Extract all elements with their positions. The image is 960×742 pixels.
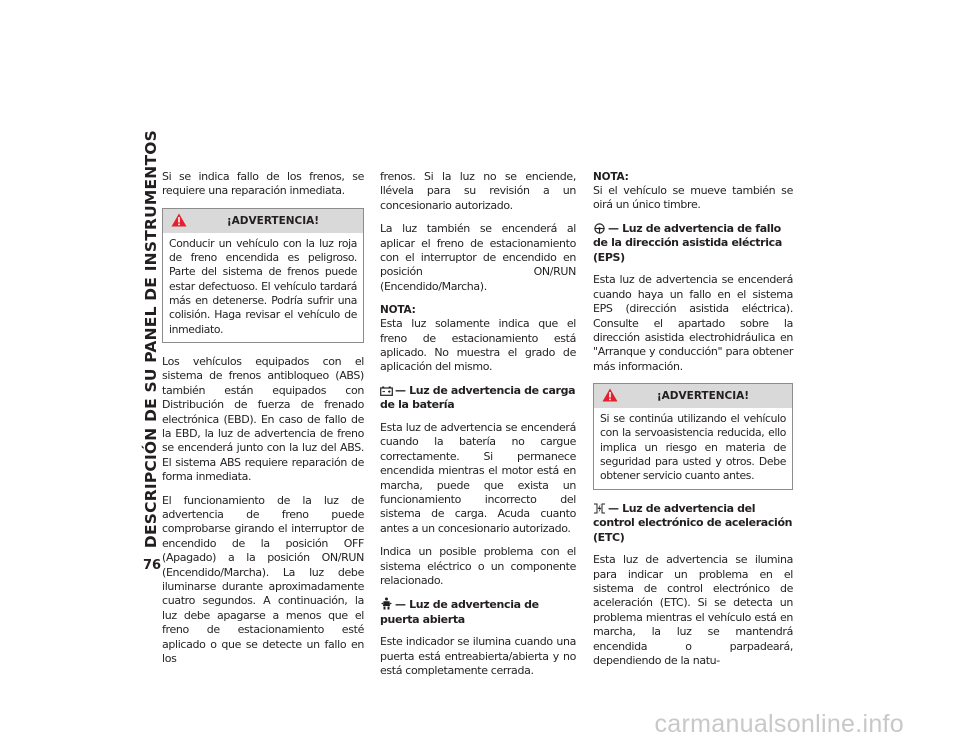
warning-text: Conducir un vehículo con la luz roja de freno encendida es peligroso. Parte del sistema de frenos puede estar defectuoso. El vehículo tardará más en detenerse. Podría sufrir una colisión. Haga revisar el vehículo de inmediato. xyxy=(169,236,357,336)
door-open-icon xyxy=(380,597,393,610)
battery-icon xyxy=(380,386,393,396)
heading-text: — Luz de advertencia de puerta abierta xyxy=(380,598,539,626)
paragraph: frenos. Si la luz no se enciende, llévela para su revisión a un concesionario autorizado. xyxy=(380,170,576,212)
note-title: NOTA: xyxy=(380,304,416,317)
steering-wheel-icon xyxy=(593,223,606,234)
chapter-sidebar xyxy=(140,129,162,549)
watermark: carmanualsonline.info xyxy=(654,710,904,738)
heading-text: — Luz de advertencia de fallo de la dirección asistida eléctrica (EPS) xyxy=(593,221,782,264)
column-1 xyxy=(162,170,364,675)
paragraph: Esta luz de advertencia se ilumina para indicar un problema en el sistema de control electrónico de aceleración (ETC). Si se detecta un problema mientras el vehículo está en marcha, la luz se mantendrá encendida o parpadeará, dependiendo de la natu- xyxy=(593,553,793,667)
section-heading-etc xyxy=(593,502,793,546)
warning-triangle-icon xyxy=(171,213,187,227)
paragraph: Si se indica fallo de los frenos, se requiere una reparación inmediata. xyxy=(162,170,364,198)
section-heading-door xyxy=(380,597,576,627)
paragraph: Este indicador se ilumina cuando una puerta está entreabierta/abierta y no está completamente cerrada. xyxy=(380,635,576,678)
warning-header xyxy=(594,384,792,408)
paragraph: Esta luz de advertencia se encenderá cuando haya un fallo en el sistema EPS (dirección asistida eléctrica). Consulte el apartado sobre la dirección asistida electrohidráulica en "Arranque y conducción" para obtener más información. xyxy=(593,273,793,373)
paragraph: El funcionamiento de la luz de advertencia de freno puede comprobarse girando el interruptor de encendido de la posición OFF (Apagado) a la posición ON/RUN (Encendido/Marcha). La luz debe iluminarse durante aproximadamente cuatro segundos. A continuación, la luz debe apagarse a menos que el freno de estacionamiento esté aplicado o que se detecte un fallo en los xyxy=(162,493,364,666)
warning-box xyxy=(162,208,364,343)
warning-title: ¡ADVERTENCIA! xyxy=(226,214,320,227)
warning-box xyxy=(593,383,793,489)
heading-text: — Luz de advertencia de carga de la batería xyxy=(380,383,576,412)
note-title: NOTA: xyxy=(593,171,629,183)
warning-text: Si se continúa utilizando el vehículo con la servoasistencia reducida, ello implica un riesgo en materia de seguridad para usted y otros. Debe obtener servicio cuanto antes. xyxy=(600,412,786,483)
warning-triangle-icon xyxy=(602,388,618,402)
note-text: Si el vehículo se mueve también se oirá un único timbre. xyxy=(593,184,793,212)
warning-title: ¡ADVERTENCIA! xyxy=(656,390,750,403)
note-text: Esta luz solamente indica que el freno de estacionamiento está aplicado. No muestra el grado de aplicación del mismo. xyxy=(380,317,576,374)
heading-text: — Luz de advertencia del control electrónico de aceleración (ETC) xyxy=(593,501,793,544)
section-heading-eps xyxy=(593,222,793,266)
section-heading-battery xyxy=(380,384,576,413)
paragraph: Esta luz de advertencia se encenderá cuando la batería no cargue correctamente. Si permanece encendida mientras el motor está en marcha, puede que exista un funcionamiento incorrecto del sistema de carga. Acuda cuanto antes a un concesionario autorizado. xyxy=(380,420,576,535)
paragraph: Los vehículos equipados con el sistema de frenos antibloqueo (ABS) también están equipados con Distribución de fuerza de frenado electrónica (EBD). En caso de fallo de la EBD, la luz de advertencia de freno se encenderá junto con la luz del ABS. El sistema ABS requiere reparación de forma inmediata. xyxy=(162,354,364,484)
warning-header xyxy=(163,209,363,233)
note xyxy=(380,303,576,375)
paragraph: Indica un posible problema con el sistema eléctrico o un componente relacionado. xyxy=(380,545,576,587)
column-2 xyxy=(380,170,576,688)
paragraph: La luz también se encenderá al aplicar el freno de estacionamiento con el interruptor de encendido en posición ON/RUN (Encendido/Marcha). xyxy=(380,222,576,293)
note xyxy=(593,170,793,213)
lightning-bolt-icon xyxy=(593,503,606,514)
chapter-title: DESCRIPCIÓN DE SU PANEL DE INSTRUMENTOS xyxy=(142,129,160,549)
page-number: 76 xyxy=(143,558,162,573)
column-3 xyxy=(593,170,793,677)
